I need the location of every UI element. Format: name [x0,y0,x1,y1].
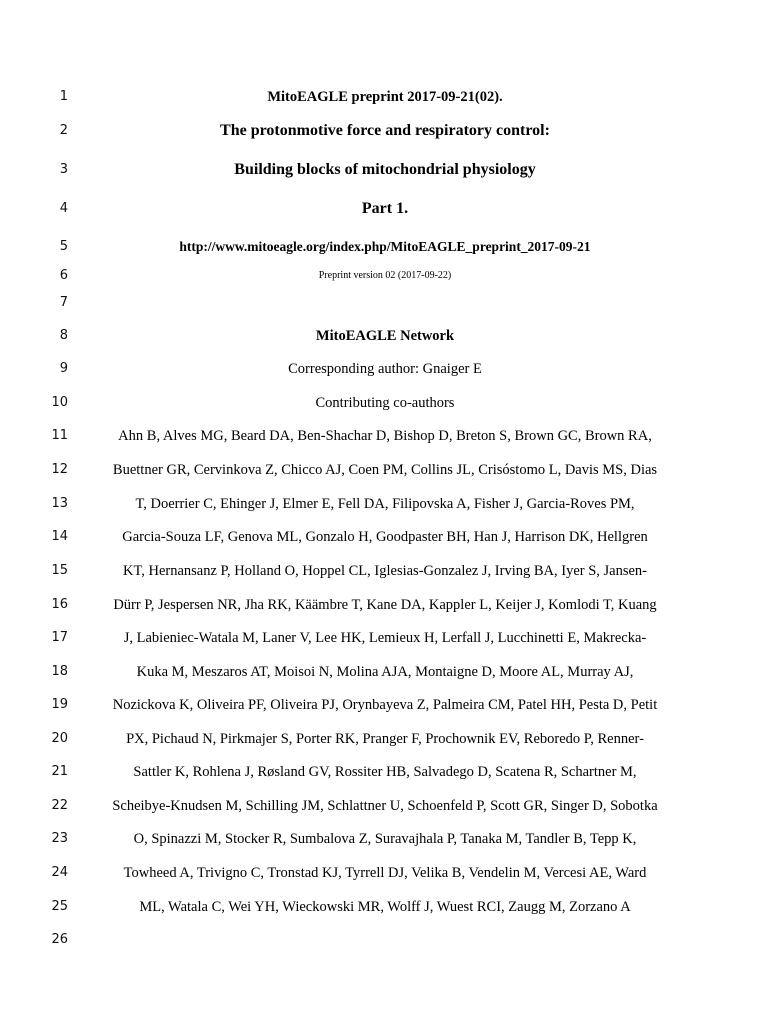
line-number: 17 [51,630,68,645]
title-line-2: Building blocks of mitochondrial physiology [234,161,536,178]
line-5 [0,237,770,257]
line-number: 12 [51,462,68,477]
network-name: MitoEAGLE Network [315,328,455,344]
author-list-line: J, Labieniec-Watala M, Laner V, Lee HK, Lemieux H, Lerfall J, Lucchinetti E, Makrecka- [123,630,647,646]
line-number: 3 [59,162,68,177]
line-number: 8 [59,328,68,343]
line-7 [0,293,770,313]
author-list-line: ML, Watala C, Wei YH, Wieckowski MR, Wolff J, Wuest RCI, Zaugg M, Zorzano A [139,899,631,915]
preprint-header: MitoEAGLE preprint 2017-09-21(02). [267,89,503,105]
line-12 [0,460,770,480]
line-2 [0,121,770,141]
line-13 [0,494,770,514]
line-number: 2 [59,123,68,138]
line-18 [0,662,770,682]
title-part: Part 1. [361,200,409,217]
author-list-line: Scheibye-Knudsen M, Schilling JM, Schlattner U, Schoenfeld P, Scott GR, Singer D, Sobotka [112,798,658,814]
coauthors-heading: Contributing co-authors [315,395,455,411]
line-17 [0,628,770,648]
line-24 [0,863,770,883]
line-22 [0,796,770,816]
line-number: 9 [59,361,68,376]
line-20 [0,729,770,749]
line-15 [0,561,770,581]
title-line-1: The protonmotive force and respiratory control: [220,122,550,139]
line-23 [0,829,770,849]
line-1 [0,87,770,107]
author-list-line: Ahn B, Alves MG, Beard DA, Ben-Shachar D, Bishop D, Breton S, Brown GC, Brown RA, [118,428,652,444]
author-list-line: T, Doerrier C, Ehinger J, Elmer E, Fell DA, Filipovska A, Fisher J, Garcia-Roves PM, [135,496,635,512]
line-number: 1 [59,89,68,104]
line-16 [0,595,770,615]
line-number: 11 [51,428,68,443]
author-list-line: Sattler K, Rohlena J, Røsland GV, Rossiter HB, Salvadego D, Scatena R, Schartner M, [133,764,637,780]
line-number: 24 [51,865,68,880]
line-number: 23 [51,831,68,846]
author-list-line: KT, Hernansanz P, Holland O, Hoppel CL, Iglesias-Gonzalez J, Irving BA, Iyer S, Jansen- [122,563,648,579]
line-25 [0,897,770,917]
line-number: 14 [51,529,68,544]
line-number: 10 [51,395,68,410]
line-number: 13 [51,496,68,511]
line-6 [0,266,770,286]
line-3 [0,160,770,180]
line-21 [0,762,770,782]
author-list-line: PX, Pichaud N, Pirkmajer S, Porter RK, Pranger F, Prochownik EV, Reboredo P, Renner- [126,731,644,747]
line-number: 18 [51,664,68,679]
line-number: 20 [51,731,68,746]
line-number: 21 [51,764,68,779]
line-number: 25 [51,899,68,914]
line-number: 22 [51,798,68,813]
line-19 [0,695,770,715]
author-list-line: Towheed A, Trivigno C, Tronstad KJ, Tyrrell DJ, Velika B, Vendelin M, Vercesi AE, Ward [123,865,647,881]
line-number: 26 [51,932,68,947]
corresponding-author: Corresponding author: Gnaiger E [288,361,482,377]
line-10 [0,393,770,413]
line-4 [0,199,770,219]
author-list-line: Buettner GR, Cervinkova Z, Chicco AJ, Coen PM, Collins JL, Crisóstomo L, Davis MS, Dias [112,462,658,478]
author-list-line: Dürr P, Jespersen NR, Jha RK, Käämbre T, Kane DA, Kappler L, Keijer J, Komlodi T, Kuang [113,597,657,613]
preprint-version: Preprint version 02 (2017-09-22) [318,270,452,281]
line-number: 15 [51,563,68,578]
line-number: 6 [59,268,68,283]
line-number: 16 [51,597,68,612]
line-14 [0,527,770,547]
author-list-line: O, Spinazzi M, Stocker R, Sumbalova Z, Suravajhala P, Tanaka M, Tandler B, Tepp K, [133,831,637,847]
line-26 [0,930,770,950]
author-list-line: Nozickova K, Oliveira PF, Oliveira PJ, Orynbayeva Z, Palmeira CM, Patel HH, Pesta D, Petit [112,697,658,713]
author-list-line: Kuka M, Meszaros AT, Moisoi N, Molina AJA, Montaigne D, Moore AL, Murray AJ, [136,664,634,680]
line-number: 7 [59,295,68,310]
line-number: 19 [51,697,68,712]
line-number: 4 [59,201,68,216]
preprint-url[interactable]: http://www.mitoeagle.org/index.php/MitoEAGLE_preprint_2017-09-21 [179,239,591,254]
line-8 [0,326,770,346]
line-number: 5 [59,239,68,254]
line-11 [0,426,770,446]
line-9 [0,359,770,379]
author-list-line: Garcia-Souza LF, Genova ML, Gonzalo H, Goodpaster BH, Han J, Harrison DK, Hellgren [122,529,648,545]
